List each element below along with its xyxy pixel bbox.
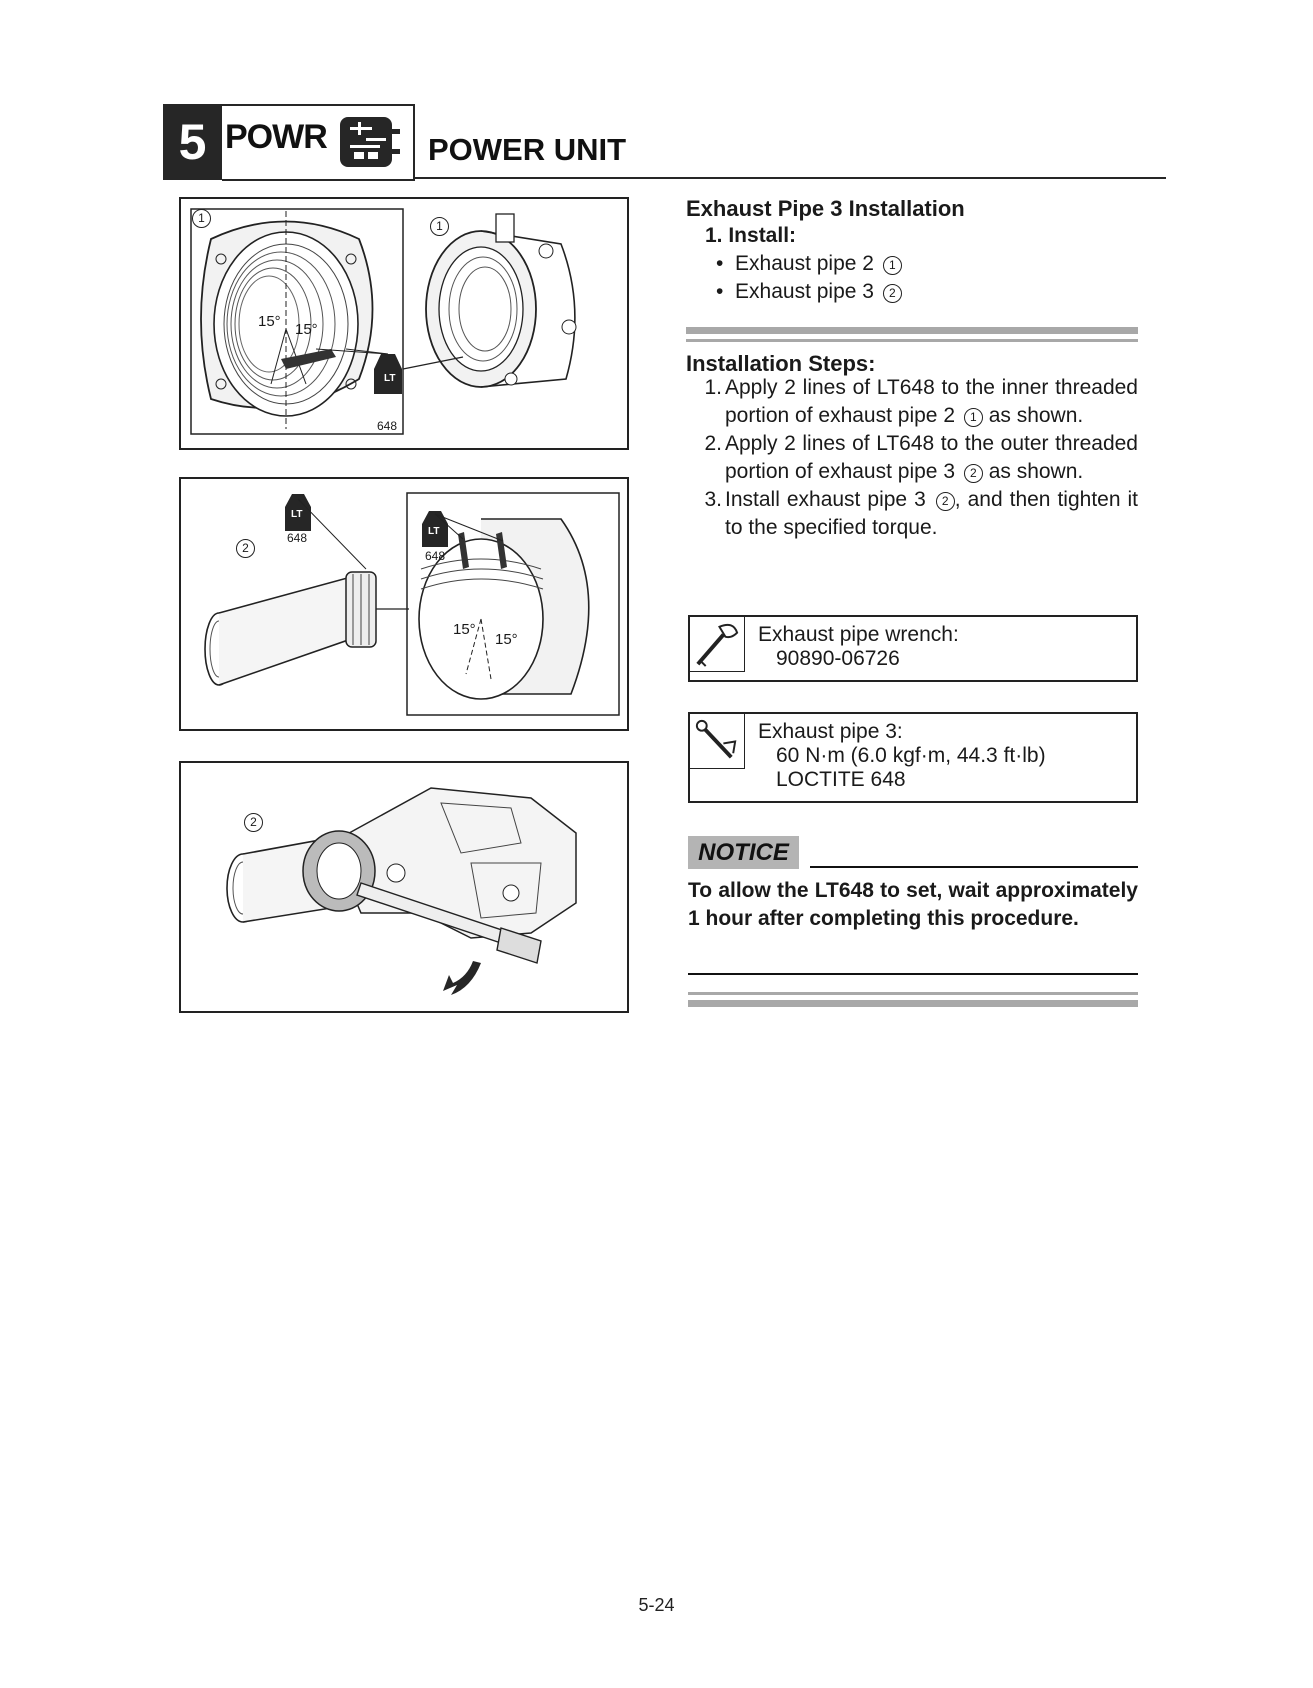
- tool-spec-part-number: 90890-06726: [776, 647, 900, 670]
- section-divider: [686, 339, 1138, 342]
- ref-callout: 2: [936, 492, 955, 511]
- figure-exhaust-pipe-2: [179, 197, 629, 450]
- angle-label: 15°: [295, 321, 318, 338]
- angle-label: 15°: [453, 621, 476, 638]
- install-item-text: Exhaust pipe 2: [735, 252, 874, 275]
- section-end-divider: [688, 1000, 1138, 1007]
- lt-label: LT: [384, 373, 396, 384]
- step-text: [725, 486, 1138, 542]
- lt-label: LT: [291, 509, 303, 520]
- section-divider: [686, 327, 1138, 334]
- install-item: [716, 278, 902, 306]
- step-text-part: Apply 2 lines of LT648 to the inner threaded portion of exhaust pipe 2: [725, 376, 1138, 427]
- torque-spec-box: [688, 712, 1138, 803]
- torque-spec-value: 60 N·m (6.0 kgf·m, 44.3 ft·lb): [776, 744, 1046, 767]
- step-text-part: Apply 2 lines of LT648 to the outer threaded portion of exhaust pipe 3: [725, 432, 1138, 483]
- torque-spec-loctite: LOCTITE 648: [776, 768, 906, 791]
- page-number: 5-24: [638, 1595, 675, 1615]
- step-text-part: as shown.: [988, 404, 1084, 427]
- section-end-divider: [688, 992, 1138, 995]
- lt-label: LT: [428, 526, 440, 537]
- figure-tighten-pipe: [179, 761, 629, 1013]
- ref-callout: 1: [883, 256, 902, 275]
- tool-spec-line: Exhaust pipe wrench:: [758, 623, 959, 646]
- section-title: Exhaust Pipe 3 Installation: [686, 196, 965, 221]
- torque-spec-line: Exhaust pipe 3:: [758, 720, 903, 743]
- callout-1: 1: [192, 209, 211, 228]
- chapter-title: POWER UNIT: [428, 132, 627, 167]
- lt-code: 648: [287, 531, 308, 545]
- step-text: [725, 374, 1138, 430]
- step-item: [686, 486, 1138, 542]
- steps-list: [686, 374, 1138, 542]
- notice-text: To allow the LT648 to set, wait approximately 1 hour after completing this procedure.: [688, 879, 1138, 930]
- install-label: 1. Install:: [705, 224, 797, 247]
- step-number: 2.: [704, 432, 722, 455]
- lt-code: 648: [377, 419, 398, 433]
- callout-2: 2: [236, 539, 255, 558]
- step-text-part: Install exhaust pipe 3: [725, 488, 926, 511]
- bullet: •: [716, 252, 736, 275]
- lt-code: 648: [425, 549, 446, 563]
- notice-label: NOTICE: [688, 836, 799, 869]
- install-item: [716, 250, 902, 278]
- step-text-part: , and then tighten it to the specified torque.: [725, 488, 1139, 539]
- tool-spec-box: [688, 615, 1138, 682]
- angle-label: 15°: [258, 313, 281, 330]
- callout-2: 2: [244, 813, 263, 832]
- steps-title: Installation Steps:: [686, 351, 876, 376]
- ref-callout: 2: [883, 284, 902, 303]
- bullet: •: [716, 280, 736, 303]
- angle-label: 15°: [495, 631, 518, 648]
- chapter-number: 5: [163, 104, 222, 180]
- step-item: [686, 430, 1138, 486]
- step-text: [725, 430, 1138, 486]
- ref-callout: 2: [964, 464, 983, 483]
- ref-callout: 1: [964, 408, 983, 427]
- step-number: 1.: [704, 376, 722, 399]
- header-rule: [413, 177, 1166, 179]
- figure-2-drawing: [181, 479, 627, 729]
- figure-3-drawing: [181, 763, 627, 1011]
- step-text-part: as shown.: [988, 460, 1084, 483]
- notice-rule: [810, 866, 1138, 868]
- notice-end-rule: [688, 973, 1138, 975]
- torque-wrench-icon: [690, 714, 745, 769]
- install-item-text: Exhaust pipe 3: [735, 280, 874, 303]
- step-item: [686, 374, 1138, 430]
- wrench-tool-icon: [690, 617, 745, 672]
- figure-1-drawing: [181, 199, 627, 448]
- figure-exhaust-pipe-3: [179, 477, 629, 731]
- callout-1: 1: [430, 217, 449, 236]
- step-number: 3.: [704, 488, 722, 511]
- chapter-abbr: POWR: [225, 118, 327, 156]
- power-unit-icon: [336, 111, 404, 171]
